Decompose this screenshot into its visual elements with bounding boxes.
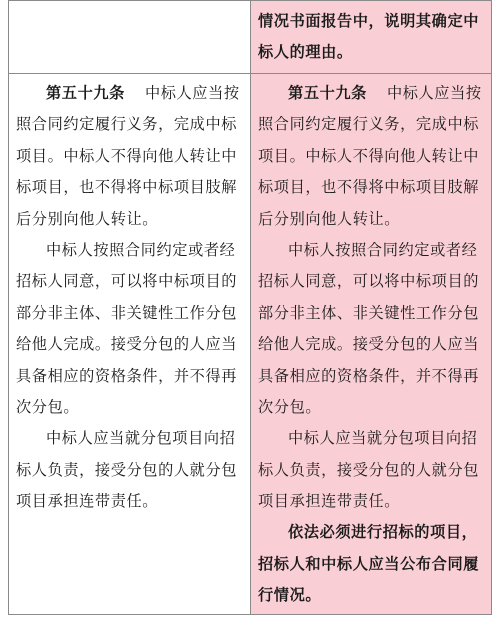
added-text-line: 招标人和中标人应当公布合同履 [258,554,480,573]
text-line: 照合同约定履行义务，完成中标 [16,115,238,134]
text-line: 部分非主体、非关键性工作分包 [258,303,480,322]
text-line: 中标人应当就分包项目向招 [46,429,236,448]
column-divider [250,0,251,615]
text-line: 招标人同意，可以将中标项目的 [258,272,480,291]
left-article-cell [16,78,248,517]
text-line: 标人负责，接受分包的人就分包 [258,460,480,479]
text-line: 标人的理由。 [258,43,353,62]
text-line: 照合同约定履行义务，完成中标 [258,115,480,134]
text-line: 标项目，也不得将中标项目肢解 [16,178,238,197]
text-line: 具备相应的资格条件，并不得再 [16,366,238,385]
text-line: 次分包。 [258,397,322,416]
text-line: 项目。中标人不得向他人转让中 [258,146,480,165]
text-line: 情况书面报告中，说明其确定中 [258,12,480,30]
text-line: 次分包。 [16,397,80,416]
added-text-line: 依法必须进行招标的项目， [288,523,478,542]
added-text-line: 行情况。 [258,586,322,605]
text-line: 中标人应当就分包项目向招 [288,429,478,448]
text-line: 部分非主体、非关键性工作分包 [16,303,238,322]
article-title: 第五十九条 [46,84,125,102]
text-line: 中标人应当按 [144,84,240,102]
text-line: 项目。中标人不得向他人转让中 [16,146,238,165]
text-line: 具备相应的资格条件，并不得再 [258,366,480,385]
text-line: 中标人应当按 [386,84,482,102]
text-line: 项目承担连带责任。 [16,492,159,511]
text-line: 标人负责，接受分包的人就分包 [16,460,238,479]
right-article-cell [258,78,490,612]
article-heading-line [16,78,248,109]
text-line: 后分别向他人转让。 [16,209,159,228]
text-line: 中标人按照合同约定或者经 [288,240,478,259]
text-line: 招标人同意，可以将中标项目的 [16,272,238,291]
text-line: 标项目，也不得将中标项目肢解 [258,178,480,197]
text-line: 给他人完成。接受分包的人应当 [16,335,238,354]
right-top-cell [258,6,490,69]
article-title: 第五十九条 [288,84,367,102]
text-line: 后分别向他人转让。 [258,209,401,228]
article-heading-line [258,78,490,109]
text-line: 给他人完成。接受分包的人应当 [258,335,480,354]
text-line: 项目承担连带责任。 [258,492,401,511]
text-line: 中标人按照合同约定或者经 [46,240,236,259]
